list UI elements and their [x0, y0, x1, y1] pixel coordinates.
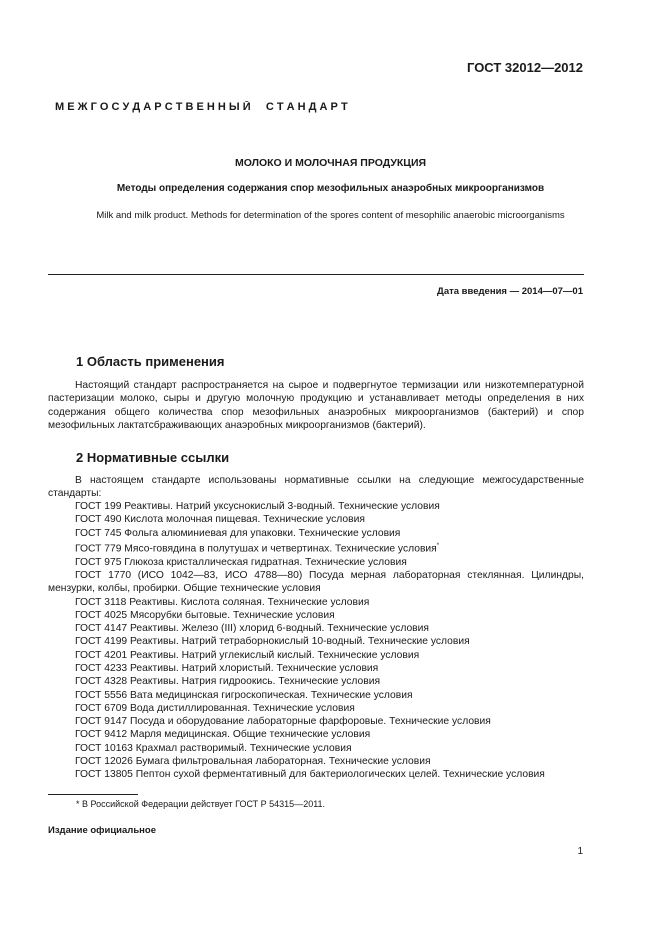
- reference-item: ГОСТ 975 Глюкоза кристаллическая гидратная. Технические условия: [75, 556, 407, 568]
- reference-item: ГОСТ 4233 Реактивы. Натрий хлористый. Технические условия: [75, 662, 379, 674]
- normative-references-list: [48, 500, 584, 782]
- footnote-marker: *: [436, 542, 440, 549]
- reference-item: ГОСТ 4199 Реактивы. Натрий тетраборнокислый 10-водный. Технические условия: [75, 636, 470, 648]
- section-1-heading: 1 Область применения: [76, 354, 225, 369]
- section-1-paragraph: Настоящий стандарт распространяется на сырое и подвергнутое термизации или низкотемпературной пастеризации молоко, сыры и другую молочную продукцию и устанавливает методы определения в них содержания общего количества спор мезофильных анаэробных микроорганизмов (бактерий) и спор мезофильных лактатсбраживающих анаэробных микроорганизмов (бактерий).: [48, 380, 584, 431]
- reference-item: ГОСТ 9412 Марля медицинская. Общие технические условия: [75, 729, 371, 741]
- reference-item: ГОСТ 4201 Реактивы. Натрий углекислый кислый. Технические условия: [75, 649, 420, 661]
- standard-code: ГОСТ 32012—2012: [467, 60, 583, 75]
- section-2-heading: 2 Нормативные ссылки: [76, 450, 230, 465]
- reference-item: ГОСТ 745 Фольга алюминиевая для упаковки. Технические условия: [75, 527, 401, 539]
- document-title: МОЛОКО И МОЛОЧНАЯ ПРОДУКЦИЯ: [234, 157, 427, 169]
- reference-item: ГОСТ 5556 Вата медицинская гигроскопическая. Технические условия: [75, 689, 413, 701]
- reference-item: ГОСТ 12026 Бумага фильтровальная лабораторная. Технические условия: [75, 756, 431, 768]
- reference-item: ГОСТ 4025 Мясорубки бытовые. Технические условия: [75, 609, 335, 621]
- footnote-divider: [48, 794, 138, 795]
- reference-item: ГОСТ 490 Кислота молочная пищевая. Технические условия: [75, 514, 365, 526]
- interstate-standard-label: М Е Ж Г О С У Д А Р С Т В Е Н Н Ы Й С Т А Н Д А Р Т: [55, 101, 348, 113]
- reference-item: ГОСТ 13805 Пептон сухой ферментативный для бактериологических целей. Технические условия: [75, 769, 545, 781]
- reference-item: ГОСТ 4147 Реактивы. Железо (III) хлорид 6-водный. Технические условия: [75, 623, 429, 635]
- reference-item: ГОСТ 1770 (ИСО 1042—83, ИСО 4788—80) Посуда мерная лабораторная стеклянная. Цилиндры, мензурки, колбы, пробирки. Общие технические условия: [48, 569, 584, 595]
- introduction-date: Дата введения — 2014—07—01: [437, 286, 583, 297]
- reference-item: ГОСТ 10163 Крахмал растворимый. Технические условия: [75, 742, 352, 754]
- document-subtitle: Методы определения содержания спор мезофильных анаэробных микроорганизмов: [116, 183, 545, 194]
- reference-item: ГОСТ 779 Мясо-говядина в полутушах и четвертинах. Технические условия*: [75, 542, 440, 555]
- section-2-intro: [48, 474, 584, 501]
- section-1-text: [48, 379, 584, 432]
- reference-item: ГОСТ 199 Реактивы. Натрий уксуснокислый 3-водный. Технические условия: [75, 501, 440, 512]
- title-divider: [48, 274, 584, 275]
- reference-item: ГОСТ 6709 Вода дистиллированная. Технические условия: [75, 702, 355, 714]
- document-title-english: Milk and milk product. Methods for determination of the spores content of mesophilic anaerobic microorganisms: [96, 210, 565, 221]
- reference-item: ГОСТ 4328 Реактивы. Натрия гидроокись. Технические условия: [75, 676, 381, 688]
- section-2-intro-text: В настоящем стандарте использованы нормативные ссылки на следующие межгосударственные стандарты:: [48, 475, 584, 500]
- page-number: 1: [577, 846, 583, 857]
- reference-item: ГОСТ 3118 Реактивы. Кислота соляная. Технические условия: [75, 596, 370, 608]
- official-edition-label: Издание официальное: [48, 825, 156, 836]
- footnote: * В Российской Федерации действует ГОСТ Р 54315—2011.: [76, 799, 326, 809]
- reference-item: ГОСТ 9147 Посуда и оборудование лабораторные фарфоровые. Технические условия: [75, 716, 491, 728]
